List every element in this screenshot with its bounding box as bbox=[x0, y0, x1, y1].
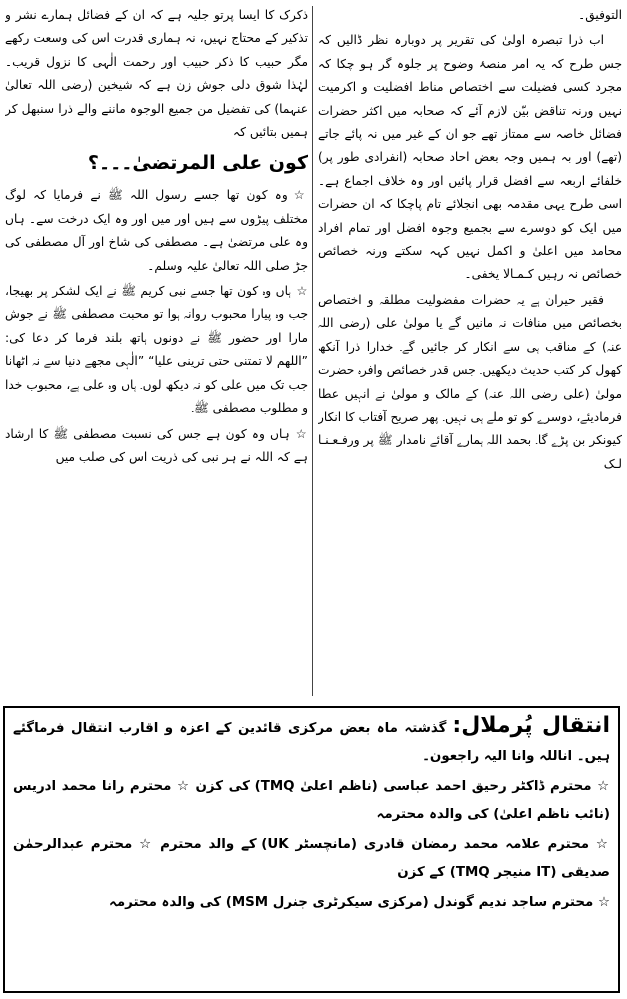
right-paragraph-1: التوفیق۔ bbox=[578, 8, 622, 22]
list-item-text: ہاں وہ کون ہے جس کی نسبت مصطفی ﷺ کا ارشاد ہے کہ اللہ نے ہر نبی کی ذریت اس کی صلب میں bbox=[5, 426, 308, 464]
list-item bbox=[5, 280, 308, 420]
obituary-notice-box bbox=[3, 706, 620, 993]
obituary-entry: ☆ محترم ساجد ندیم گوندل (مرکزی سیکرٹری جنرل MSM) کی والدہ محترمہ bbox=[108, 895, 610, 910]
obituary-intro-line bbox=[13, 712, 610, 771]
right-paragraph-3: فقیر حیران ہے یہ حضرات مفضولیت مطلقہ و اختصاص بخصائص میں منافات نہ مانیں گے یا مولیٰ علی (رضی اللہ عنہ) کے مناقب ہی سے انکار کر جائیں گے۔ خدارا ذرا آنکھ کھول کر کتب حدیث دیکھیں۔ جس قدر خصائص وافرہ حضرت مولیٰ (علی رضی اللہ عنہ) کے مالک و مولیٰ نے انہیں عطا فرمادیئے، دوسرے کو تو ملے ہی نہیں۔ پھر صریح آفتاب کا انکار کیونکر بن پڑے گا۔ بحمد اللہ ہمارے آقائے نامدار ﷺ پر ورفـعـنـا لـک bbox=[318, 292, 622, 471]
right-column bbox=[318, 4, 622, 704]
obituary-intro-text: گذشتہ ماہ بعض مرکزی قائدین کے اعزہ و اقارب انتقال فرماگئے ہیں۔ اناللہ وانا الیہ راجعون۔ bbox=[13, 721, 610, 764]
section-heading: کون علی المرتضیٰ۔۔۔؟ bbox=[87, 152, 308, 175]
obituary-entry: ☆ محترم علامہ محمد رمضان قادری (مانچسٹر UK) کے والد محترم ☆ محترم عبدالرحمٰن صدیقی (IT منیجر TMQ) کے کزن bbox=[13, 837, 611, 880]
list-item-text: ہاں وہ کون تھا جسے نبی کریم ﷺ نے ایک لشکر پر بھیجا، جب وہ پیارا محبوب روانہ ہوا تو محبت مصطفی ﷺ نے جوش مارا اور حضور ﷺ نے دونوں ہاتھ بلند فرما کر دعا کی: ”اللھم لا تمتنی حتی ترینی علیا“ ”الٰہی مجھے دنیا سے نہ اٹھانا جب تک میں علی کو نہ دیکھ لوں۔ ہاں وہ علی ہے، محبوب خدا و مطلوب مصطفی ﷺ۔ bbox=[5, 284, 308, 416]
list-item-text: وہ کون تھا جسے رسول اللہ ﷺ نے فرمایا کہ لوگ مختلف پیڑوں سے ہیں اور میں اور وہ ایک درخت سے۔ ہاں وہ علی مرتضیٰ ہے۔ مصطفی کی شاخ اور آل مصطفی کی جڑ صلی اللہ تعالیٰ علیہ وسلم۔ bbox=[5, 188, 308, 273]
star-icon: ☆ bbox=[296, 284, 308, 299]
star-icon: ☆ bbox=[293, 188, 308, 203]
star-icon: ☆ bbox=[295, 426, 308, 441]
left-column bbox=[5, 4, 308, 704]
obituary-entry: ☆ محترم ڈاکٹر رحیق احمد عباسی (ناظم اعلیٰ TMQ) کی کزن ☆ محترم رانا محمد ادریس (نائب ناظم اعلیٰ) کی والدہ محترمہ bbox=[13, 779, 611, 822]
list-item bbox=[5, 423, 308, 470]
left-intro-paragraph: ذکرک کا ایسا پرتو جلیہ ہے کہ ان کے فضائل ہمارے نشر و تذکیر کے محتاج نہیں، نہ ہماری قدرت اس کی وسعت رکھے مگر حبیب کا ذکر حبیب اور رحمت الٰہی کا نزول قریب۔ لہٰذا شوق دلی جوش زن ہے کہ شیخین (رضی اللہ تعالیٰ عنہما) کی تفضیل من جمیع الوجوہ ماننے والے ذرا سنبھل کر ہمیں بتائیں کہ bbox=[5, 8, 308, 140]
right-paragraph-2: اب ذرا تبصرہ اولیٰ کی تقریر پر دوبارہ نظر ڈالیں کہ جس طرح کہ یہ امر منصۂ وضوح پر جلوہ گر ہو چکا کہ مجرد کسی فضیلت سے اختصاص مناط افضلیت و اکرمیت نہیں ورنہ تناقض بیّن لازم آئے کہ صحابہ میں اکثر حضرات فضائل خاصہ سے ممتاز تھے جو ان کے غیر میں نہ پائے جاتے (تھے) اور بہ ہمیں وجہ بعض احاد صحابہ (انفرادی طور پر) خلفائے اربعہ سے افضل قرار پائیں اور وہ خلاف اجماع ہے۔ اسی طرح یہی مقدمہ بھی انجلائے تام پاچکا کہ ان حضرات میں ایک کو دوسرے سے بجمیع وجوہ افضل اور تمام افراد محامد میں اعلیٰ و اکمل نہیں کہہ سکتے ورنہ خصائص خصائص نہ رہیں کـمـالا یخفی۔ bbox=[318, 33, 622, 282]
list-item bbox=[5, 184, 308, 278]
column-divider bbox=[312, 6, 313, 696]
obituary-title: انتقال پُرملال: bbox=[452, 713, 610, 738]
